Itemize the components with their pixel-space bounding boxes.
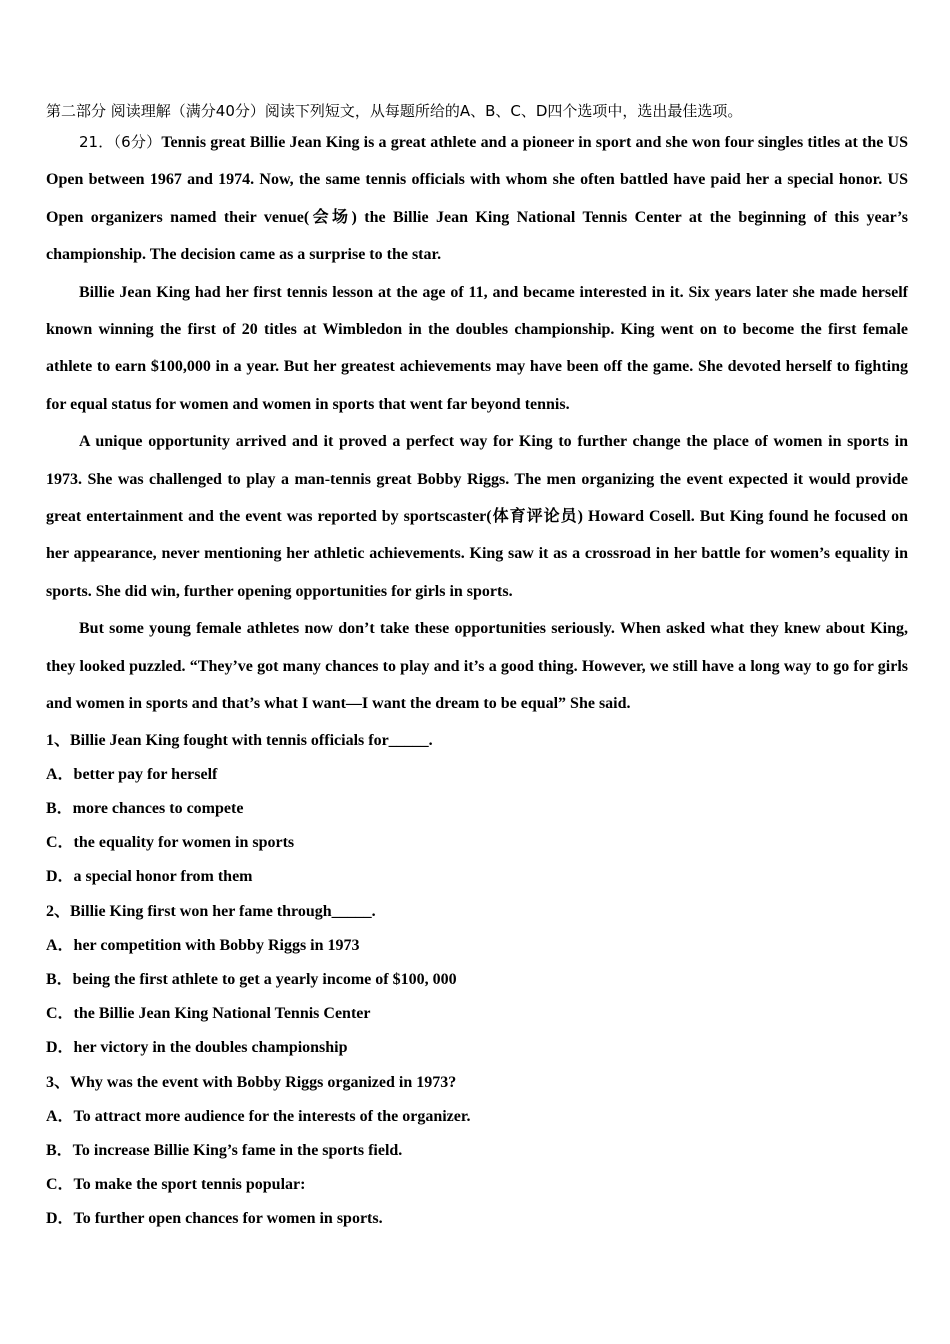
paragraph-text: Tennis great Billie Jean King is a great athlete and a pioneer in sport and she won four singles titles at the US Open between 1967 and 1974. Now, the same tennis officials with whom she often battled have paid her a special honor. US Open organizers named their venue(会场) the Billie Jean King National Tennis Center at the beginning of this year’s championship. The decision came as a surprise to the star. — [46, 134, 908, 264]
passage-paragraph-2: Billie Jean King had her first tennis lesson at the age of 11, and became interested in it. Six years later she made herself known winning the first of 20 titles at Wimbledon in the doubles championship. King went on to become the first female athlete to earn $100,000 in a year. But her greatest achievements may have been off the game. She devoted herself to fighting for equal status for women and women in sports that went far beyond tennis. — [46, 283, 908, 413]
question-option: D．a special honor from them — [46, 868, 253, 886]
question-option: C．To make the sport tennis popular: — [46, 1176, 306, 1194]
passage-paragraph-1 — [46, 124, 908, 274]
question-list — [46, 724, 908, 1237]
passage-paragraph-3: A unique opportunity arrived and it proved a perfect way for King to further change the place of women in sports in 1973. She was challenged to play a man-tennis great Bobby Riggs. The men organizing the event expected it would provide great entertainment and the event was reported by sportscaster(体育评论员) Howard Cosell. But King found he focused on her appearance, never mentioning her athletic achievements. King saw it as a crossroad in her battle for women’s equality in sports. She did win, further opening opportunities for girls in sports. — [46, 433, 908, 600]
question-stem: 1、Billie Jean King fought with tennis officials for_____. — [46, 731, 433, 749]
question-option: A．To attract more audience for the interests of the organizer. — [46, 1107, 471, 1125]
document-page — [46, 98, 908, 1237]
question-option: B．being the first athlete to get a yearly income of $100, 000 — [46, 970, 457, 988]
question-option: C．the Billie Jean King National Tennis Center — [46, 1005, 371, 1023]
question-option: B．more chances to compete — [46, 799, 244, 817]
question-option: C．the equality for women in sports — [46, 834, 295, 852]
question-option: B．To increase Billie King’s fame in the sports field. — [46, 1141, 403, 1159]
question-number: 21．（6分） — [79, 133, 162, 151]
question-stem: 3、Why was the event with Bobby Riggs organized in 1973? — [46, 1073, 457, 1091]
passage-paragraph-4: But some young female athletes now don’t take these opportunities seriously. When asked what they knew about King, they looked puzzled. “They’ve got many chances to play and it’s a good thing. However, we still have a long way to go for girls and women in sports and that’s what I want—I want the dream to be equal” She said. — [46, 620, 908, 713]
question-option: D．To further open chances for women in sports. — [46, 1210, 383, 1228]
question-option: A．her competition with Bobby Riggs in 1973 — [46, 936, 360, 954]
section-header: 第二部分 阅读理解（满分40分）阅读下列短文，从每题所给的A、B、C、D四个选项中，选出最佳选项。 — [46, 102, 743, 120]
question-stem: 2、Billie King first won her fame through_____. — [46, 902, 376, 920]
question-option: A．better pay for herself — [46, 765, 218, 783]
question-option: D．her victory in the doubles championship — [46, 1039, 348, 1057]
